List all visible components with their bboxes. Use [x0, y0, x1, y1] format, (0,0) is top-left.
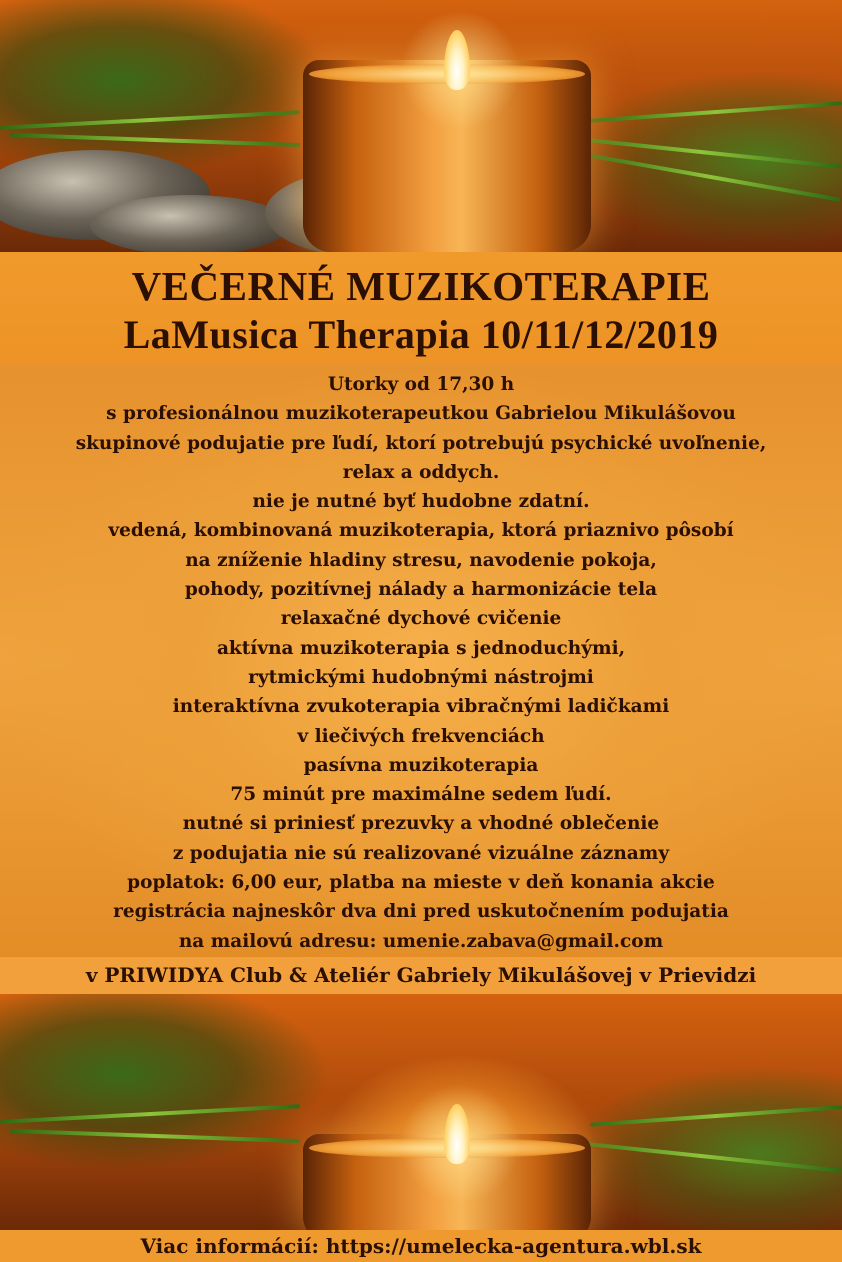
description-line: relax a oddych. [342, 461, 500, 483]
description-line: v liečivých frekvenciách [297, 725, 545, 747]
venue-text: v PRIWIDYA Club & Ateliér Gabriely Mikulášovej v Prievidzi [85, 963, 757, 987]
description-line: z podujatia nie sú realizované vizuálne záznamy [172, 842, 670, 864]
description-line: pasívna muzikoterapia [303, 754, 539, 776]
description-line: na zníženie hladiny stresu, navodenie pokoja, [185, 549, 657, 571]
description-line: poplatok: 6,00 eur, platba na mieste v deň konania akcie [127, 872, 715, 894]
description-line: pohody, pozitívnej nálady a harmonizácie tela [184, 579, 658, 601]
description-line: 75 minút pre maximálne sedem ľudí. [230, 784, 612, 806]
event-title: VEČERNÉ MUZIKOTERAPIE [131, 263, 711, 309]
title-band [0, 252, 842, 364]
candle-photo-top [0, 0, 842, 252]
description-line: interaktívna zvukoterapia vibračnými ladičkami [172, 696, 670, 718]
description-line: s profesionálnou muzikoterapeutkou Gabrielou Mikulášovou [106, 403, 736, 425]
venue-band [0, 957, 842, 994]
description-line: relaxačné dychové cvičenie [280, 608, 562, 630]
event-description [0, 364, 842, 957]
description-line: Utorky od 17,30 h [327, 374, 515, 395]
footer-band [0, 1230, 842, 1262]
description-line: skupinové podujatie pre ľudí, ktorí potrebujú psychické uvoľnenie, [75, 432, 767, 454]
event-subtitle: LaMusica Therapia 10/11/12/2019 [123, 312, 719, 357]
description-line: nie je nutné byť hudobne zdatní. [252, 491, 590, 513]
description-line: vedená, kombinovaná muzikoterapia, ktorá priaznivo pôsobí [108, 520, 734, 542]
more-info-link[interactable]: Viac informácií: https://umelecka-agentura.wbl.sk [140, 1234, 702, 1258]
description-line: nutné si priniesť prezuvky a vhodné oblečenie [182, 813, 660, 835]
description-line: registrácia najneskôr dva dni pred uskutočnením podujatia [113, 901, 729, 923]
contact-email-line: na mailovú adresu: umenie.zabava@gmail.com [178, 930, 664, 952]
description-line: rytmickými hudobnými nástrojmi [248, 666, 594, 688]
candle-photo-bottom [0, 994, 842, 1230]
description-line: aktívna muzikoterapia s jednoduchými, [216, 637, 626, 659]
